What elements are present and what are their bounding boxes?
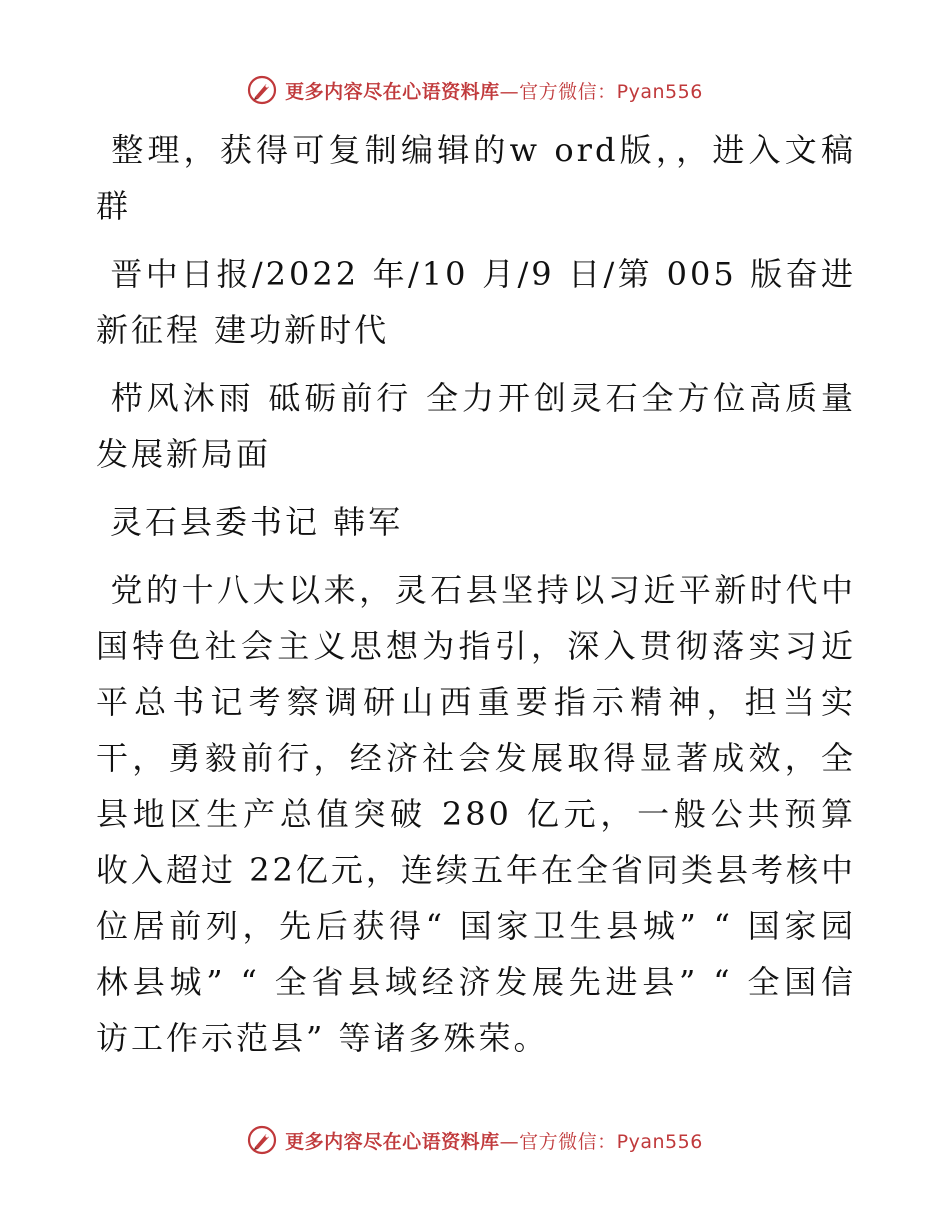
watermark-text: [285, 1127, 703, 1154]
document-body: [96, 122, 856, 1078]
watermark-text: [285, 77, 703, 104]
pen-logo-icon: [247, 75, 277, 105]
paragraph-intro: [96, 122, 856, 234]
paragraph-source-text: 晋中日报/2022 年/10 月/9 日/第 005 版奋进新征程 建功新时代: [96, 255, 856, 349]
watermark-brand: 更多内容尽在心语资料库: [285, 1130, 500, 1153]
paragraph-body: [96, 562, 856, 1066]
article-title-text: 栉风沐雨 砥砺前行 全力开创灵石全方位高质量发展新局面: [96, 379, 856, 473]
pen-logo-icon: [247, 1125, 277, 1155]
paragraph-body-text: 党的十八大以来，灵石县坚持以习近平新时代中国特色社会主义思想为指引，深入贯彻落实习近平总书记考察调研山西重要指示精神，担当实干，勇毅前行，经济社会发展取得显著成效，全县地区生产总值突破 280 亿元，一般公共预算收入超过 22亿元，连续五年在全省同类县考核中位居前列，先后获得“ 国家卫生县城” “ 国家园林县城” “ 全省县域经济发展先进县” “ 全国信访工作示范县” 等诸多殊荣。: [96, 571, 856, 1057]
watermark-suffix: 官方微信：Pyan556: [519, 1130, 703, 1153]
paragraph-intro-text: 整理，获得可复制编辑的w ord版，，进入文稿群: [96, 131, 856, 225]
article-author: [96, 494, 856, 550]
article-author-text: 灵石县委书记 韩军: [110, 503, 404, 541]
paragraph-source: [96, 246, 856, 358]
watermark-separator: —: [499, 1130, 520, 1153]
watermark-suffix: 官方微信：Pyan556: [519, 80, 703, 103]
watermark-separator: —: [499, 80, 520, 103]
footer-watermark: [0, 1120, 950, 1160]
watermark-brand: 更多内容尽在心语资料库: [285, 80, 500, 103]
header-watermark: [0, 70, 950, 110]
article-title: [96, 370, 856, 482]
